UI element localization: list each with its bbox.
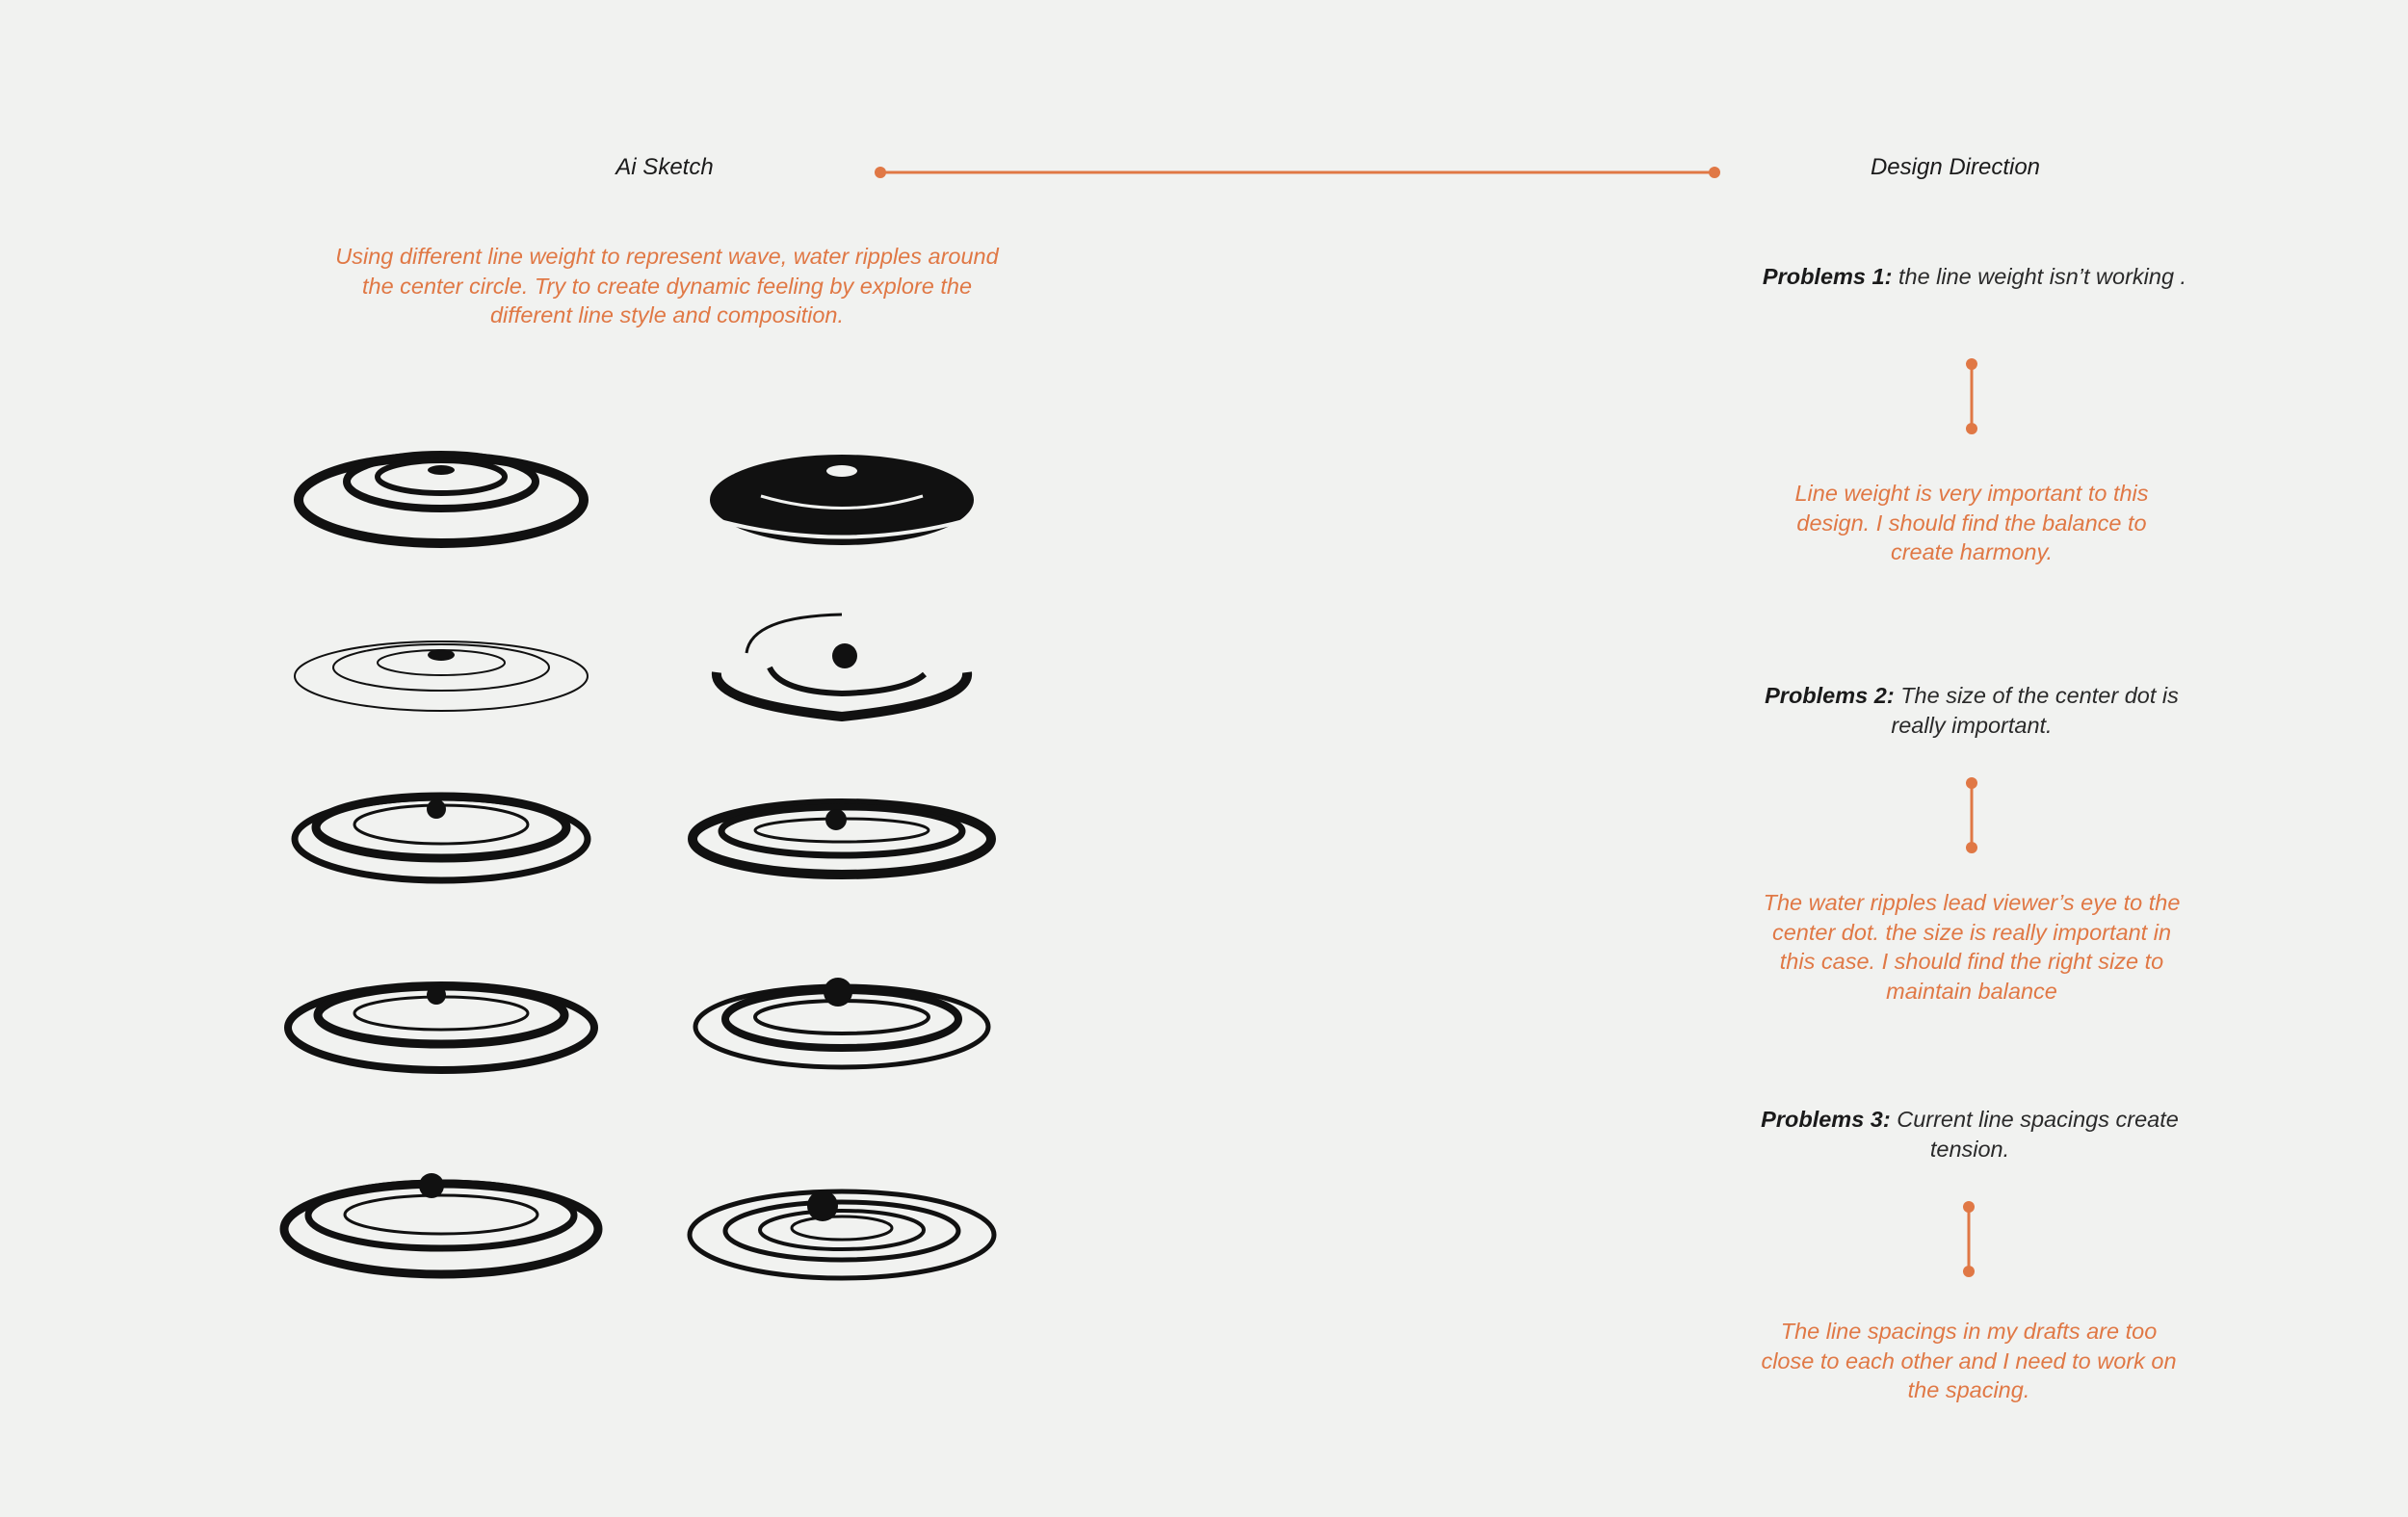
problem-3-text: Current line spacings create tension. <box>1897 1107 2179 1162</box>
ai-sketch-description: Using different line weight to represent wave, water ripples around the center circle. Try to create dynamic feeling by explore the different line style and composition. <box>335 244 999 327</box>
problem-3-label: Problems 3: <box>1761 1107 1891 1132</box>
problem-3-solution: The line spacings in my drafts are too close to each other and I need to work on the spacing. <box>1761 1319 2177 1402</box>
problem-2-solution: The water ripples lead viewer’s eye to the center dot. the size is really important in this case. I should find the right size to maintain balance <box>1763 890 2181 1004</box>
problem-2-text: The size of the center dot is really important. <box>1891 683 2179 738</box>
design-direction-heading: Design Direction <box>1870 154 2041 180</box>
ai-sketch-heading: Ai Sketch <box>615 154 714 180</box>
problem-1-solution: Line weight is very important to this design. I should find the balance to create harmony. <box>1794 481 2149 564</box>
problem-1-label: Problems 1: <box>1762 264 1893 289</box>
problem-1-text: the line weight isn’t working . <box>1898 264 2187 289</box>
problem-2-label: Problems 2: <box>1765 683 1895 708</box>
